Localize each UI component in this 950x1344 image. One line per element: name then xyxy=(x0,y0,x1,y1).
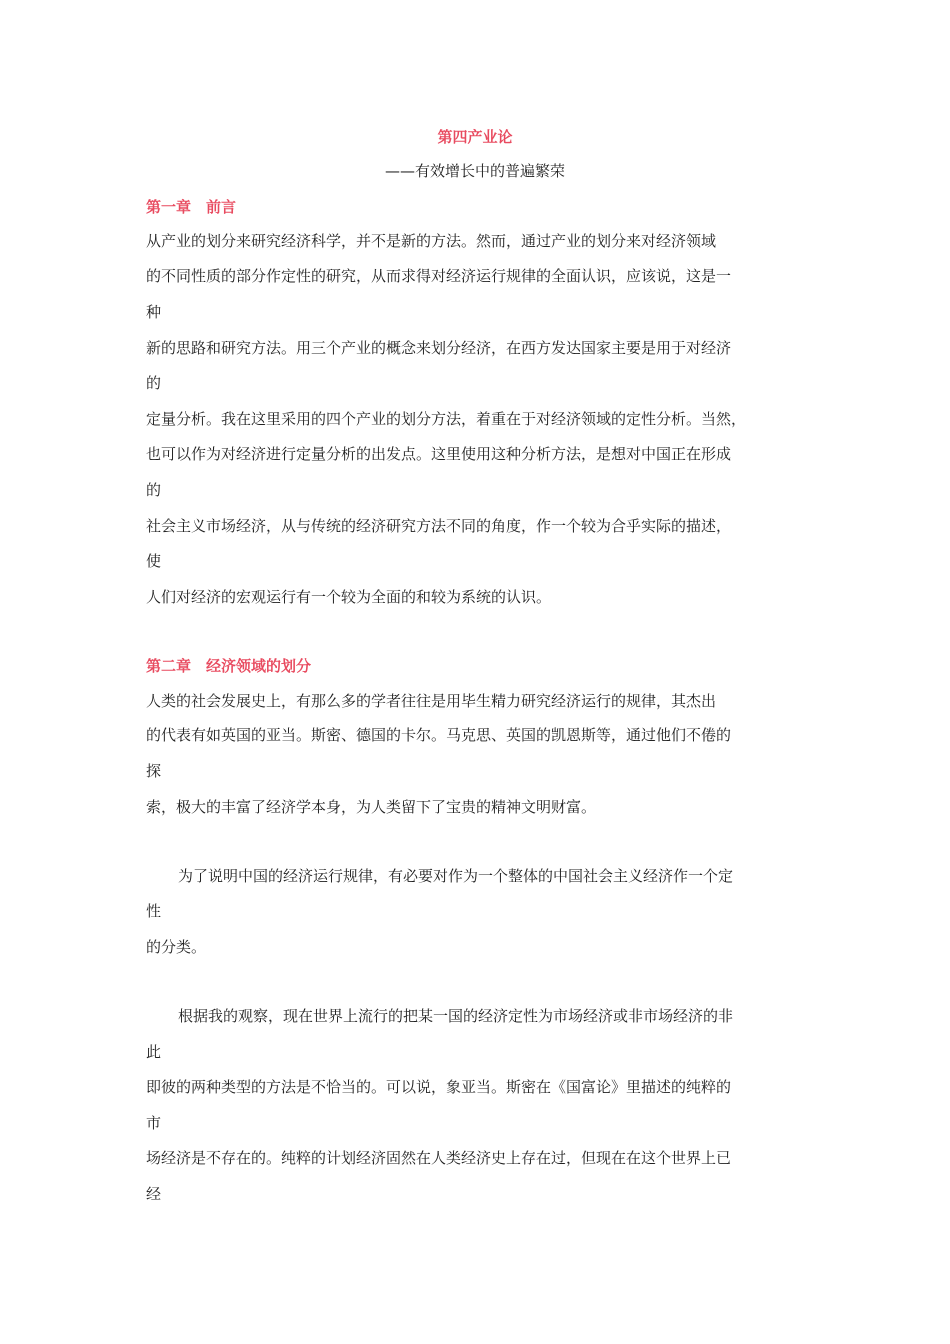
chapter-2-text-line: 性 xyxy=(146,902,162,920)
chapter-1-text-line: 从产业的划分来研究经济科学，并不是新的方法。然而，通过产业的划分来对经济领域 xyxy=(146,232,717,250)
chapter-2-text-line: 市 xyxy=(146,1114,162,1132)
chapter-2-text-line: 探 xyxy=(146,762,162,780)
chapter-2-text-line: 经 xyxy=(146,1185,162,1203)
chapter-1-text-line: 社会主义市场经济，从与传统的经济研究方法不同的角度，作一个较为合乎实际的描述， xyxy=(146,517,732,535)
chapter-2-text-line: 索，极大的丰富了经济学本身，为人类留下了宝贵的精神文明财富。 xyxy=(146,798,597,816)
chapter-2-heading: 第二章 经济领域的划分 xyxy=(146,657,312,675)
document-subtitle: ——有效增长中的普遍繁荣 xyxy=(384,162,565,180)
chapter-2-text-line: 即彼的两种类型的方法是不恰当的。可以说，象亚当。斯密在《国富论》里描述的纯粹的 xyxy=(146,1078,732,1096)
chapter-2-text-line: 的分类。 xyxy=(146,938,207,956)
chapter-1-text-line: 人们对经济的宏观运行有一个较为全面的和较为系统的认识。 xyxy=(146,588,552,606)
chapter-2-text-line: 为了说明中国的经济运行规律，有必要对作为一个整体的中国社会主义经济作一个定 xyxy=(178,867,734,885)
chapter-1-heading: 第一章 前言 xyxy=(146,198,237,216)
chapter-1-text-line: 定量分析。我在这里采用的四个产业的划分方法，着重在于对经济领域的定性分析。当然， xyxy=(146,410,747,428)
chapter-2-text-line: 场经济是不存在的。纯粹的计划经济固然在人类经济史上存在过，但现在在这个世界上已 xyxy=(146,1149,732,1167)
document-title: 第四产业论 xyxy=(437,128,513,146)
chapter-1-text-line: 的 xyxy=(146,374,162,392)
chapter-1-text-line: 的 xyxy=(146,481,162,499)
chapter-1-text-line: 新的思路和研究方法。用三个产业的概念来划分经济，在西方发达国家主要是用于对经济 xyxy=(146,339,732,357)
chapter-2-text-line: 此 xyxy=(146,1043,162,1061)
chapter-1-text-line: 的不同性质的部分作定性的研究，从而求得对经济运行规律的全面认识，应该说，这是一 xyxy=(146,267,732,285)
chapter-2-text-line: 的代表有如英国的亚当。斯密、德国的卡尔。马克思、英国的凯恩斯等，通过他们不倦的 xyxy=(146,726,732,744)
chapter-1-text-line: 也可以作为对经济进行定量分析的出发点。这里使用这种分析方法，是想对中国正在形成 xyxy=(146,445,732,463)
chapter-1-text-line: 种 xyxy=(146,303,162,321)
chapter-1-text-line: 使 xyxy=(146,552,162,570)
chapter-2-text-line: 根据我的观察，现在世界上流行的把某一国的经济定性为市场经济或非市场经济的非 xyxy=(178,1007,734,1025)
chapter-2-text-line: 人类的社会发展史上，有那么多的学者往往是用毕生精力研究经济运行的规律，其杰出 xyxy=(146,692,717,710)
